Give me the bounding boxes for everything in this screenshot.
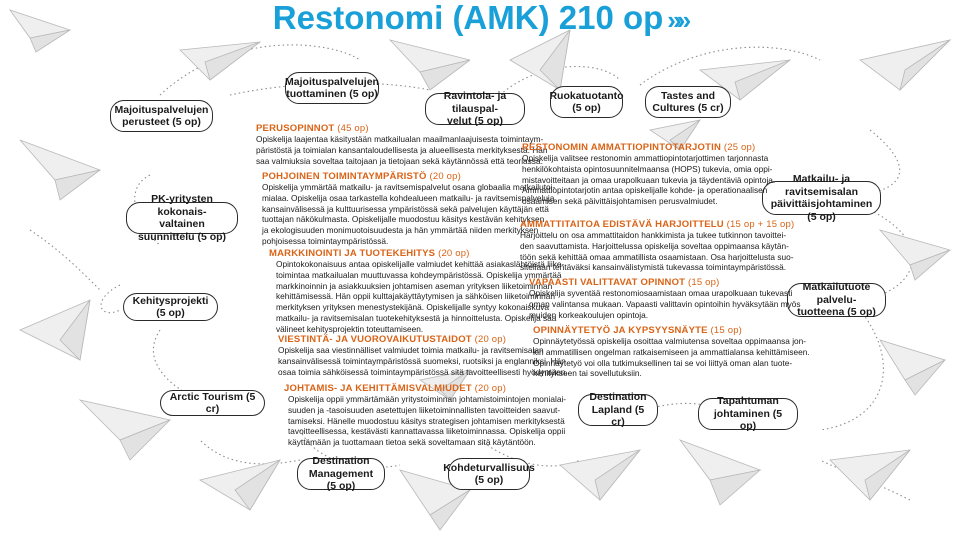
section-title-opinnaytetyo: OPINNÄYTETYÖ JA KYPSYYSNÄYTE (15 op) <box>533 325 743 336</box>
paper-plane-icon <box>390 40 470 90</box>
paper-plane-icon <box>200 460 280 510</box>
course-tapahtuman-johtaminen: Tapahtuman johtaminen (5 op) <box>698 398 798 430</box>
course-majoitus-tuottaminen: Majoituspalvelujen tuottaminen (5 op) <box>285 72 379 104</box>
section-title-perusopinnot: PERUSOPINNOT (45 op) <box>256 123 369 134</box>
section-title-restonomin: RESTONOMIN AMMATTIOPINTOTARJOTIN (25 op) <box>522 142 756 153</box>
paper-plane-icon <box>680 440 760 505</box>
course-majoitus-perusteet: Majoituspalvelujen perusteet (5 op) <box>110 100 213 132</box>
section-title-vapaasti: VAPAASTI VALITTAVAT OPINNOT (15 op) <box>529 277 720 288</box>
paper-plane-icon <box>20 300 90 360</box>
paper-plane-icon <box>880 340 945 395</box>
course-arctic-tourism: Arctic Tourism (5 cr) <box>160 390 265 416</box>
section-body-vapaasti: Opiskelija syventää restonomiosaamistaan omaa urapolkuaan tukevasti oman valintansa mukaan. Vapaasti valittavin opintoihin hyväksytään myös muiden korkeakoulujen opintoja. <box>529 288 801 320</box>
section-title-pohjoinen: POHJOINEN TOIMINTAYMPÄRISTÖ (20 op) <box>262 171 461 182</box>
paper-plane-icon <box>880 230 950 280</box>
section-body-perusopinnot: Opiskelija laajentaa käsitystään matkailualan maailmanlaajuisesta toimintaym- päristöstä ja toimialan kansantaloudellisesta ja alueellisesta merkityksestä. Hän saa valmiuksia soveltaa taitojaan ja tietojaan sekä käytännössä että teoriassa. <box>256 134 548 166</box>
section-body-johtamis: Opiskelija oppii ymmärtämään yritystoiminnan johtamistoimintojen monialai- suuden ja -tasoisuuden asetettujen liiketoiminnallisten tavoitteiden saavut- tamiseksi. Hänelle muodostuu käsitys strategisen johtamisen merkityksestä tavoitteellisessa, kestävästi kannattavassa liiketoiminnassa. Opiskelija oppii käyttämään ja tuottamaan tietoa sekä soveltamaan sitä käytäntöön. <box>288 394 567 448</box>
section-title-johtamis: JOHTAMIS- JA KEHITTÄMISVALMIUDET (20 op) <box>284 383 507 394</box>
course-matkailutuote: Matkailutuote palvelu- tuotteena (5 op) <box>787 283 886 317</box>
course-pk-yritysten: PK-yritysten kokonais- valtainen suunnittelu (5 op) <box>126 202 238 234</box>
paper-plane-icon <box>830 450 910 500</box>
course-ravintola: Ravintola- ja tilauspal- velut (5 op) <box>425 93 525 125</box>
course-tastes-and-cultures: Tastes and Cultures (5 cr) <box>645 86 731 118</box>
paper-plane-icon <box>180 42 260 80</box>
title-text: Restonomi (AMK) 210 op <box>272 0 664 36</box>
section-title-ammattitaitoa: AMMATTITAITOA EDISTÄVÄ HARJOITTELU (15 op + 15 op) <box>520 219 795 230</box>
paper-plane-icon <box>860 40 950 90</box>
paper-plane-icon <box>80 400 170 460</box>
section-title-markkinointi: MARKKINOINTI JA TUOTEKEHITYS (20 op) <box>269 248 470 259</box>
section-title-viestinta: VIESTINTÄ- JA VUOROVAIKUTUSTAIDOT (20 op) <box>278 334 507 345</box>
section-body-pohjoinen: Opiskelija ymmärtää matkailu- ja ravitsemispalvelut osana globaalia matkailutoi- mialaa. Opiskelija osaa tarkastella kohdealueen matkailu- ja ravitsemispalveluja kansainvälisessä ja kulttuurisessa ympäristössä sekä palvelujen käyttäjän että tuottajan näkökulmasta. Opiskelijalle muodostuu käsitys kestävän kehityksen ja ekologisuuden monimuotoisuudesta ja hän ymmärtää niiden merkityksen pohjoisessa toimintaympäristössä. <box>262 182 556 246</box>
course-kehitysprojekti: Kehitysprojekti (5 op) <box>123 293 218 321</box>
course-destination-management: Destination Management (5 op) <box>297 458 385 490</box>
section-body-restonomin: Opiskelija valitsee restonomin ammattiopintotarjottimen tarjonnasta henkilökohtaista opintosuunnitelmaansa (HOPS) tukevia, omia oppi- mistavoitteitaan ja omaa urapolkuaan tukevia ja täydentäviä opintoja. Ammattiopintotarjotin antaa opiskelijalle kohde- ja operationaalisen osaamisen sekä päivittäisjohtamisen perusvalmiudet. <box>522 153 776 207</box>
paper-plane-icon <box>20 140 100 200</box>
course-kohdeturvallisuus: Kohdeturvallisuus (5 op) <box>448 458 530 490</box>
section-body-opinnaytetyo: Opinnäytetyössä opiskelija osoittaa valmiutensa soveltaa oppimaansa jon- kin ammatillisen ongelman ratkaisemiseen ja ammattialansa kehittämiseen. Opinnäytetyö voi olla tutkimuksellinen tai se voi liittyä oman alan tuote- kehitykseen tai sovellutuksiin. <box>533 336 810 379</box>
section-body-ammattitaitoa: Harjoittelu on osa ammattitaidon hankkimista ja tukee tutkinnon tavoittei- den saavuttamista. Harjoittelussa opiskelija soveltaa oppimaansa käytän- töön sekä kehittää omaa ammatillista osaamistaan. Osa harjoittelusta suo- sitellaan tehtäväksi kansainvälistymistä tukevassa toimintaympäristössä. <box>520 230 794 273</box>
paper-plane-icon <box>560 450 640 500</box>
paper-plane-icon <box>510 30 570 90</box>
page-title <box>0 0 959 36</box>
section-body-markkinointi: Opintokokonaisuus antaa opiskelijalle valmiudet kehittää asiakaslähtöistä liike- toimintaa matkailualan muuttuvassa kohdeympäristössä. Opiskelija ymmärtää markkinoinnin ja asiakkuuksien johtamisen aseman yrityksen liiketoiminnan kehittämisessä. Hän oppii kulttajakäyttäytymisen ja sähköisen liiketoiminnan merkityksen yrityksen menestystekijänä. Opiskelijalle syntyy kokonaiskuva matkailu- ja ravitsemisalan tuotekehityksestä ja hinnoittelusta. Opiskelija saa välineet kehitysprojektin toteuttamiseen. <box>276 259 565 334</box>
course-ruokatuotanto: Ruokatuotanto (5 op) <box>550 86 623 118</box>
double-chevron-right-icon: »» <box>667 5 687 35</box>
course-matkailu-ravitsemis: Matkailu- ja ravitsemisalan päivittäisjohtaminen (5 op) <box>762 181 881 215</box>
course-destination-lapland: Destination Lapland (5 cr) <box>578 394 658 426</box>
section-body-viestinta: Opiskelija saa viestinnälliset valmiudet toimia matkailu- ja ravitsemisalan kansainvälisessä toimintaympäristössä suomeksi, ruotsiksi ja englanniksi. Hän osaa toimia sähköisessä toimintaympäristössä sitä tavoitteellisesti hyödyntäen. <box>278 345 568 377</box>
